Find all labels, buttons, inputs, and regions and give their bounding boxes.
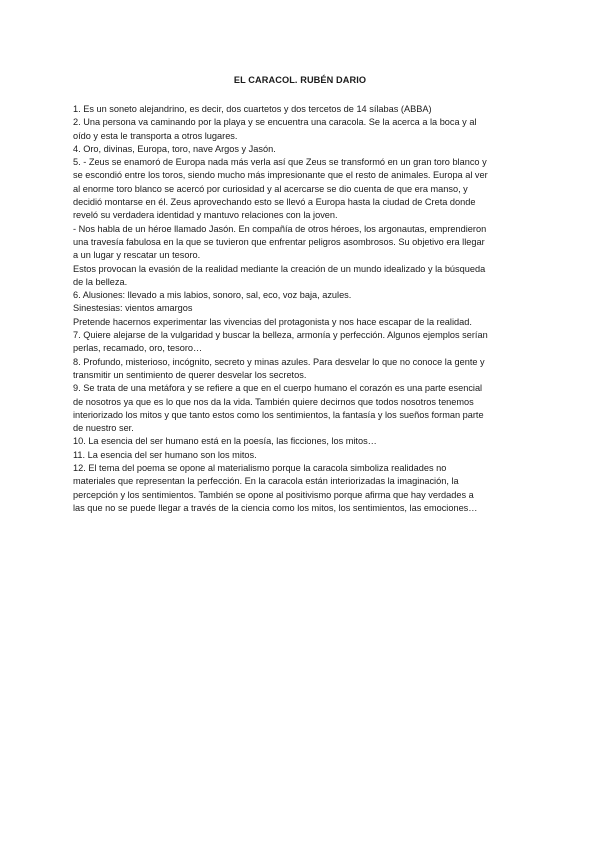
text-line: Estos provocan la evasión de la realidad mediante la creación de un mundo idealizado y la búsqueda bbox=[73, 263, 486, 274]
text-line: decidió montarse en él. Zeus aprovechando esto se llevó a Europa hasta la ciudad de Creta donde bbox=[73, 197, 476, 208]
text-line: percepción y los sentimientos. También se opone al positivismo porque afirma que hay verdades a bbox=[73, 489, 474, 500]
text-line: se escondió entre los toros, siendo mucho más impresionante que el resto de animales. Europa al ver bbox=[73, 170, 488, 181]
text-line: 10. La esencia del ser humano está en la poesía, las ficciones, los mitos… bbox=[73, 436, 377, 447]
text-line: reveló su verdadera identidad y mantuvo relaciones con la joven. bbox=[73, 210, 338, 221]
text-line: perlas, recamado, oro, tesoro… bbox=[73, 343, 203, 354]
text-line: 9. Se trata de una metáfora y se refiere a que en el cuerpo humano el corazón es una parte esencial bbox=[73, 383, 483, 394]
text-line: 5. - Zeus se enamoró de Europa nada más verla así que Zeus se transformó en un gran toro blanco y bbox=[73, 157, 487, 168]
text-line: 11. La esencia del ser humano son los mitos. bbox=[73, 449, 257, 460]
text-line: 2. Una persona va caminando por la playa y se encuentra una caracola. Se la acerca a la boca y al bbox=[73, 117, 477, 128]
document-body bbox=[73, 103, 531, 515]
text-line: 1. Es un soneto alejandrino, es decir, dos cuartetos y dos tercetos de 14 sílabas (ABBA) bbox=[73, 104, 432, 114]
text-line: de la belleza. bbox=[73, 276, 128, 287]
text-line: - Nos habla de un héroe llamado Jasón. En compañía de otros héroes, los argonautas, emprendieron bbox=[73, 223, 487, 234]
text-line: transmitir un sentimiento de querer desvelar los secretos. bbox=[73, 369, 307, 380]
text-line: una travesía fabulosa en la que se tuvieron que enfrentar peligros asombrosos. Su objetivo era llegar bbox=[73, 236, 485, 247]
text-line: oído y esta le transporta a otros lugares. bbox=[73, 130, 238, 141]
text-line: interiorizado los mitos y que tanto estos como los sentimientos, la fantasía y los sueños forman parte bbox=[73, 409, 484, 420]
text-line: a un lugar y rescatar un tesoro. bbox=[73, 250, 201, 261]
document-title: EL CARACOL. RUBÉN DARIO bbox=[233, 75, 367, 85]
text-line: Sinestesias: vientos amargos bbox=[73, 303, 193, 314]
text-line: de nuestro ser. bbox=[73, 423, 134, 434]
text-line: 12. El tema del poema se opone al materialismo porque la caracola simboliza realidades no bbox=[73, 463, 447, 474]
text-line: 7. Quiere alejarse de la vulgaridad y buscar la belleza, armonía y perfección. Algunos ejemplos serían bbox=[73, 330, 488, 341]
text-line: las que no se puede llegar a través de la ciencia como los mitos, los sentimientos, las emociones… bbox=[73, 502, 478, 513]
text-line: Pretende hacernos experimentar las vivencias del protagonista y nos hace escapar de la realidad. bbox=[73, 316, 472, 327]
text-line: de nosotros ya que es lo que nos da la vida. También quiere decirnos que todos nosotros tenemos bbox=[73, 396, 474, 407]
text-line: materiales que representan la perfección. En la caracola están interiorizadas la imaginación, la bbox=[73, 476, 459, 487]
text-line: 8. Profundo, misterioso, incógnito, secreto y minas azules. Para desvelar lo que no conoce la gente y bbox=[73, 356, 485, 367]
text-line: 4. Oro, divinas, Europa, toro, nave Argos y Jasón. bbox=[73, 143, 276, 154]
text-line: 6. Alusiones: llevado a mis labios, sonoro, sal, eco, voz baja, azules. bbox=[73, 290, 352, 301]
text-line: al enorme toro blanco se acercó por curiosidad y al acercarse se dio cuenta de que era manso, y bbox=[73, 183, 468, 194]
